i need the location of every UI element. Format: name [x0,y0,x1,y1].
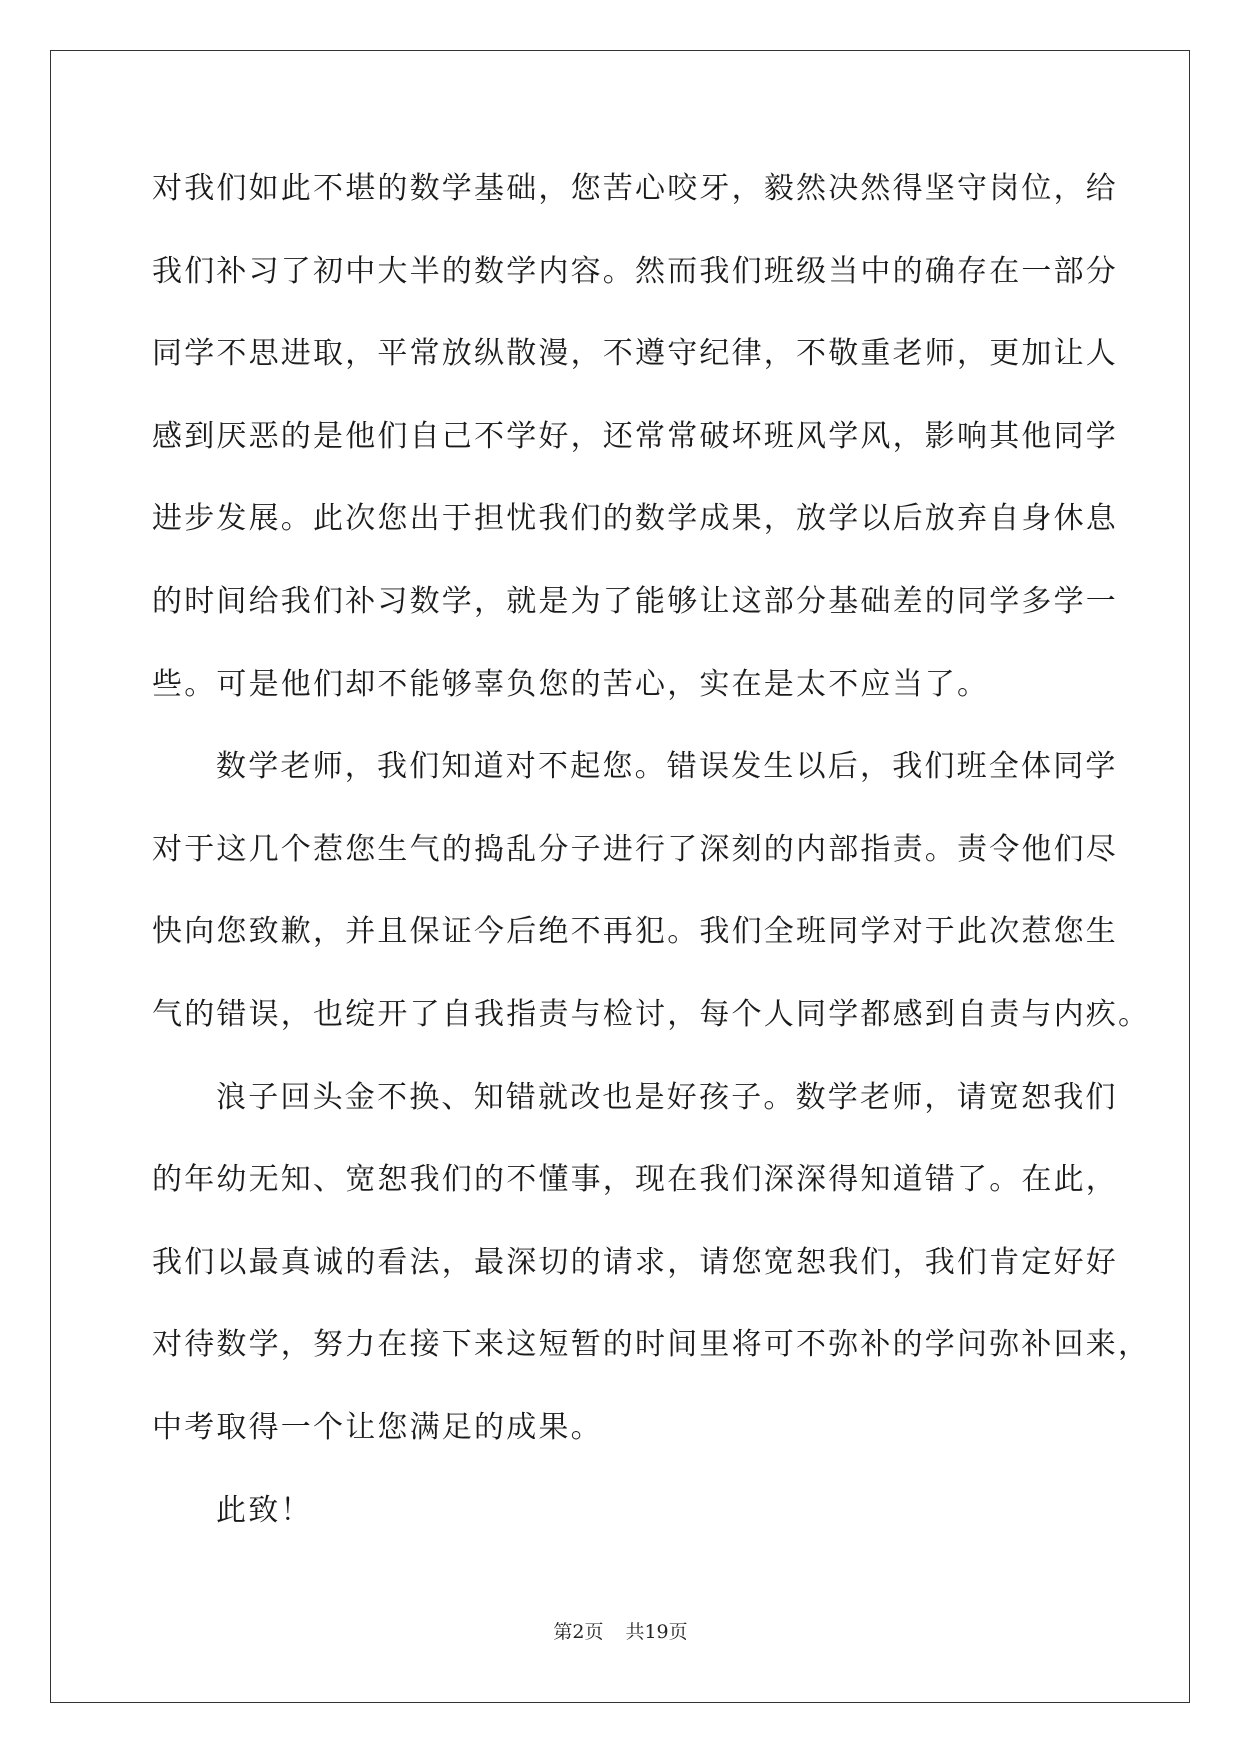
text-line: 同学不思进取，平常放纵散漫，不遵守纪律，不敬重老师，更加让人 [152,336,1118,372]
page-footer [0,1617,1241,1644]
paragraph-start-line: 数学老师，我们知道对不起您。错误发生以后，我们班全体同学 [216,749,1118,785]
document-body [152,160,1151,1564]
text-line: 中考取得一个让您满足的成果。 [152,1409,603,1445]
text-line: 的年幼无知、宽恕我们的不懂事，现在我们深深得知道错了。在此， [152,1162,1118,1198]
text-line: 快向您致歉，并且保证今后绝不再犯。我们全班同学对于此次惹您生 [152,914,1118,950]
text-line: 感到厌恶的是他们自己不学好，还常常破坏班风学风，影响其他同学 [152,418,1118,454]
text-line: 气的错误，也绽开了自我指责与检讨，每个人同学都感到自责与内疚。 [152,996,1151,1032]
text-line: 对我们如此不堪的数学基础，您苦心咬牙，毅然决然得坚守岗位，给 [152,171,1118,206]
text-line: 我们以最真诚的看法，最深切的请求，请您宽恕我们，我们肯定好好 [152,1244,1118,1280]
text-line: 的时间给我们补习数学，就是为了能够让这部分基础差的同学多学一 [152,583,1118,619]
text-line: 对待数学，努力在接下来这短暂的时间里将可不弥补的学问弥补回来， [152,1327,1151,1363]
text-line: 对于这几个惹您生气的捣乱分子进行了深刻的内部指责。责令他们尽 [152,831,1118,867]
page-total: 共19页 [625,1621,688,1643]
text-line: 我们补习了初中大半的数学内容。然而我们班级当中的确存在一部分 [152,253,1118,289]
text-line: 进步发展。此次您出于担忧我们的数学成果，放学以后放弃自身休息 [152,501,1118,537]
text-line: 些。可是他们却不能够辜负您的苦心，实在是太不应当了。 [152,666,990,702]
page-number: 第2页 [553,1621,604,1643]
closing-salutation: 此致！ [216,1492,313,1528]
paragraph-start-line: 浪子回头金不换、知错就改也是好孩子。数学老师，请宽恕我们 [216,1079,1118,1115]
